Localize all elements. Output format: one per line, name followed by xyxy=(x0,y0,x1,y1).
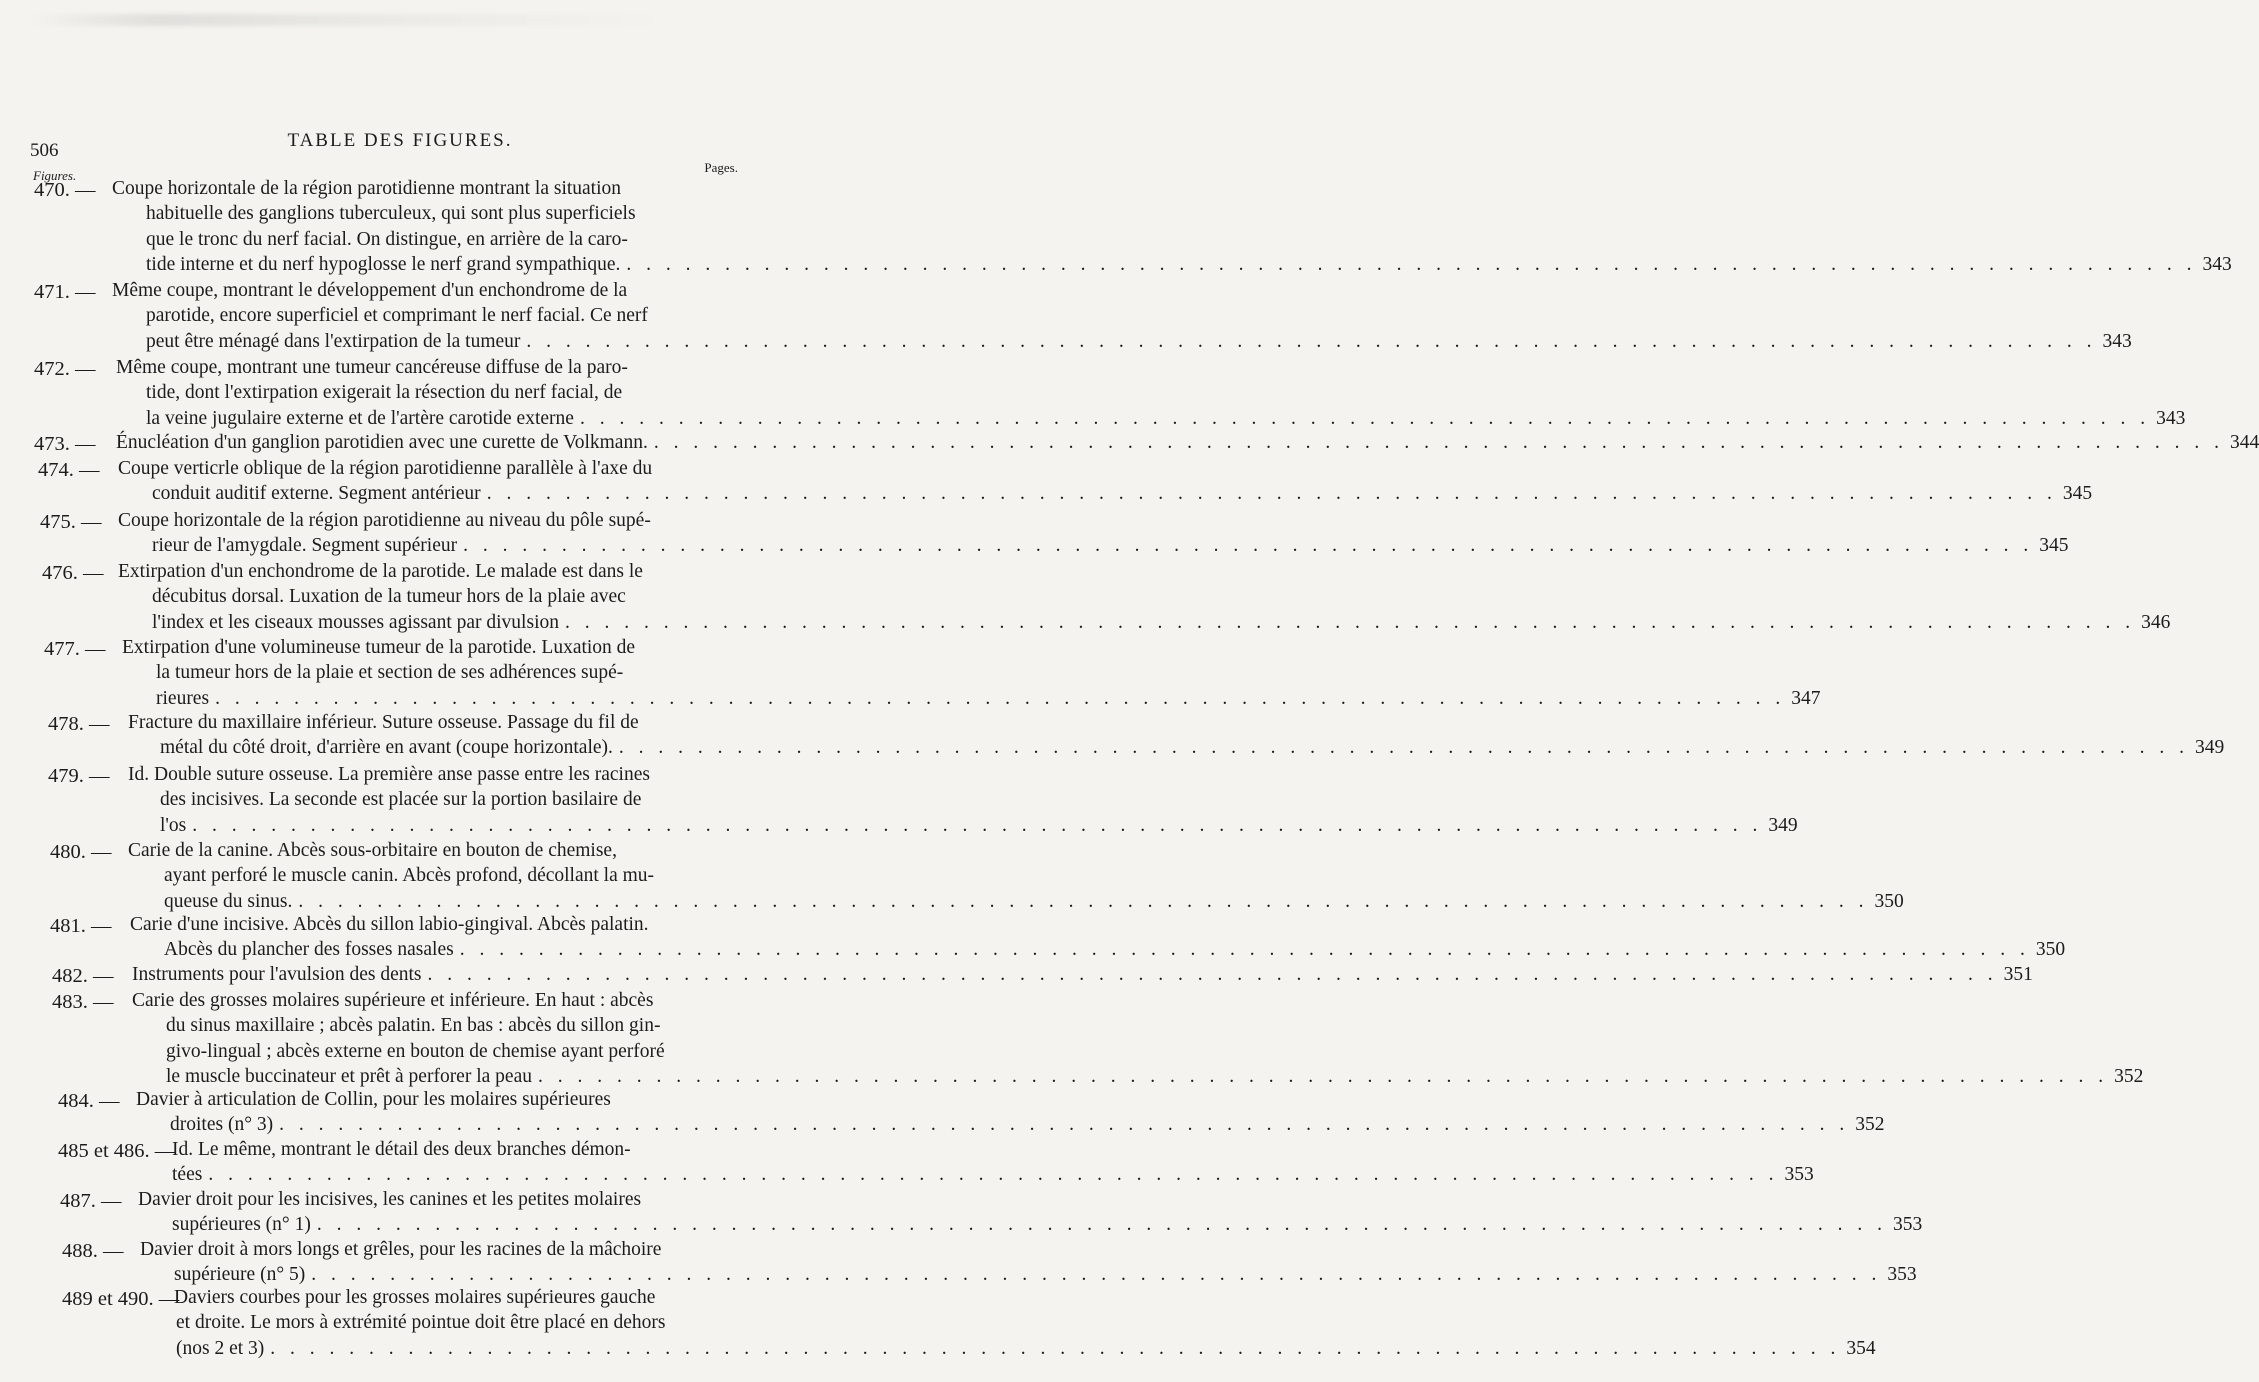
page-reference: 344 xyxy=(2229,432,2259,453)
dot-leader: . . . . . . . . . . . . . . . . . . . . . . . . . . . . . . . . . . . . . . . . . . . . . . . . . . . . . . . . . . . . . . . . . . . . . . . . . . . . . . . . xyxy=(565,611,2136,633)
entry-line xyxy=(118,508,742,534)
entry-text: Extirpation d'une volumineuse tumeur de la parotide. Luxation de xyxy=(122,637,636,658)
figure-number: 473. — xyxy=(34,433,96,455)
column-heading-figures: Figures. xyxy=(33,168,77,183)
entry-line xyxy=(128,762,742,788)
page-title: TABLE DES FIGURES. xyxy=(287,130,513,151)
entry-text: Carie de la canine. Abcès sous-orbitaire en bouton de chemise, xyxy=(128,840,617,861)
entry-line xyxy=(156,686,1821,712)
entry-text: que le tronc du nerf facial. On distingue, en arrière de la caro- xyxy=(146,228,628,250)
entry-line xyxy=(164,863,742,889)
entry-text: métal du côté droit, d'arrière en avant (coupe horizontale). xyxy=(160,737,613,759)
entry-line xyxy=(156,660,742,686)
dot-leader: . . . . . . . . . . . . . . . . . . . . . . . . . . . . . . . . . . . . . . . . . . . . . . . . . . . . . . . . . . . . . . . . . . . . . . . . . . . . . . . . xyxy=(279,1114,1850,1136)
figure-number: 484. — xyxy=(58,1090,120,1112)
page-reference: 343 xyxy=(2156,407,2186,429)
entry-text: rieures xyxy=(156,687,210,709)
entry-text: Carie d'une incisive. Abcès du sillon labio-gingival. Abcès palatin. xyxy=(130,914,649,935)
entry-line xyxy=(146,252,2232,278)
entry-line xyxy=(116,355,742,381)
figure-number: 487. — xyxy=(60,1190,122,1212)
dot-leader: . . . . . . . . . . . . . . . . . . . . . . . . . . . . . . . . . . . . . . . . . . . . . . . . . . . . . . . . . . . . . . . . . . . . . . . . . . . . . . . . xyxy=(618,737,2190,759)
entry-line xyxy=(146,201,742,227)
entry-text: Coupe horizontale de la région parotidienne montrant la situation xyxy=(112,178,622,199)
entry-text: Id. Double suture osseuse. La première anse passe entre les racines xyxy=(128,764,650,785)
page-reference: 349 xyxy=(1768,814,1798,836)
page-reference: 353 xyxy=(1892,1214,1923,1236)
entry-text: décubitus dorsal. Luxation de la tumeur hors de la plaie avec xyxy=(152,586,626,608)
entry-line xyxy=(164,937,2066,963)
figure-number: 472. — xyxy=(34,358,96,380)
entry-text: Davier droit à mors longs et grêles, pour les racines de la mâchoire xyxy=(140,1239,662,1260)
figure-number: 482. — xyxy=(52,965,114,987)
entry-line xyxy=(152,584,742,610)
entry-text: le muscle buccinateur et prêt à perforer la peau xyxy=(166,1066,532,1088)
entry-text: supérieure (n° 5) xyxy=(174,1264,306,1286)
entry-line xyxy=(152,533,2069,559)
figure-number: 481. — xyxy=(50,915,112,937)
page-reference: 350 xyxy=(2035,939,2066,961)
entry-text: Carie des grosses molaires supérieure et inférieure. En haut : abcès xyxy=(132,990,654,1011)
dot-leader: . . . . . . . . . . . . . . . . . . . . . . . . . . . . . . . . . . . . . . . . . . . . . . . . . . . . . . . . . . . . . . . . . . . . . . . . . . . . . . . . xyxy=(208,1164,1779,1186)
entry-line xyxy=(128,838,742,864)
entry-line xyxy=(132,962,2033,988)
figure-number: 477. — xyxy=(44,638,106,660)
entry-line xyxy=(136,1087,742,1113)
entry-text: la veine jugulaire externe et de l'artère carotide externe xyxy=(146,407,574,429)
figure-number: 471. — xyxy=(34,281,96,303)
entry-text: queuse du sinus. xyxy=(164,890,293,912)
figure-number: 475. — xyxy=(40,511,102,533)
entry-text: (nos 2 et 3) xyxy=(176,1337,265,1359)
entry-text: conduit auditif externe. Segment antérieur xyxy=(152,483,481,505)
dot-leader: . . . . . . . . . . . . . . . . . . . . . . . . . . . . . . . . . . . . . . . . . . . . . . . . . . . . . . . . . . . . . . . . . . . . . . . . . . . . . . . . xyxy=(653,432,2224,453)
dot-leader: . . . . . . . . . . . . . . . . . . . . . . . . . . . . . . . . . . . . . . . . . . . . . . . . . . . . . . . . . . . . . . . . . . . . . . . . . . . . . . . . xyxy=(270,1337,1841,1359)
entry-line xyxy=(164,889,1904,915)
page-reference: 354 xyxy=(1846,1337,1876,1359)
entry-text: parotide, encore superficiel et comprimant le nerf facial. Ce nerf xyxy=(146,305,648,327)
figure-number: 476. — xyxy=(42,562,104,584)
dot-leader: . . . . . . . . . . . . . . . . . . . . . . . . . . . . . . . . . . . . . . . . . . . . . . . . . . . . . . . . . . . . . . . . . . . . . . . . . . . . . . . . xyxy=(215,687,1786,709)
entry-line xyxy=(112,278,742,304)
figure-number: 483. — xyxy=(52,991,114,1013)
entry-text: Instruments pour l'avulsion des dents xyxy=(132,964,422,985)
dot-leader: . . . . . . . . . . . . . . . . . . . . . . . . . . . . . . . . . . . . . . . . . . . . . . . . . . . . . . . . . . . . . . . . . . . . . . . . . . . . . . . . xyxy=(537,1066,2109,1088)
entry-line xyxy=(122,635,742,661)
entry-line xyxy=(172,1162,1814,1188)
page-number: 506 xyxy=(30,140,59,161)
dot-leader: . . . . . . . . . . . . . . . . . . . . . . . . . . . . . . . . . . . . . . . . . . . . . . . . . . . . . . . . . . . . . . . . . . . . . . . . . . . . . . . . xyxy=(459,939,2030,961)
page-reference: 343 xyxy=(2202,254,2232,276)
entry-text: des incisives. La seconde est placée sur la portion basilaire de xyxy=(160,789,642,811)
dot-leader: . . . . . . . . . . . . . . . . . . . . . . . . . . . . . . . . . . . . . . . . . . . . . . . . . . . . . . . . . . . . . . . . . . . . . . . . . . . . . . . . xyxy=(463,535,2034,557)
entry-text: supérieures (n° 1) xyxy=(172,1214,311,1236)
dot-leader: . . . . . . . . . . . . . . . . . . . . . . . . . . . . . . . . . . . . . . . . . . . . . . . . . . . . . . . . . . . . . . . . . . . . . . . . . . . . . . . . xyxy=(316,1214,1887,1236)
entry-text: Même coupe, montrant le développement d'un enchondrome de la xyxy=(112,280,628,301)
entry-line xyxy=(160,735,2225,761)
entry-text: et droite. Le mors à extrémité pointue doit être placé en dehors xyxy=(176,1312,666,1334)
entry-text: rieur de l'amygdale. Segment supérieur xyxy=(152,535,458,557)
entry-line xyxy=(118,456,742,482)
page-reference: 352 xyxy=(1855,1114,1885,1136)
entry-line xyxy=(176,1336,1876,1362)
page-reference: 353 xyxy=(1784,1164,1814,1186)
entry-text: tide interne et du nerf hypoglosse le nerf grand sympathique. xyxy=(146,254,621,276)
entry-line xyxy=(146,380,742,406)
entry-text: Coupe horizontale de la région parotidienne au niveau du pôle supé- xyxy=(118,510,651,531)
column-heading-pages: Pages. xyxy=(704,160,738,175)
entry-line xyxy=(146,406,2186,432)
entry-text: givo-lingual ; abcès externe en bouton de chemise ayant perforé xyxy=(166,1040,665,1062)
entry-line xyxy=(160,787,742,813)
figure-number: 479. — xyxy=(48,765,110,787)
entry-line xyxy=(160,813,1798,839)
page-reference: 352 xyxy=(2114,1066,2144,1088)
entry-line xyxy=(112,176,742,202)
figure-number: 474. — xyxy=(38,459,100,481)
entry-line xyxy=(118,559,742,585)
entry-line xyxy=(146,303,742,329)
dot-leader: . . . . . . . . . . . . . . . . . . . . . . . . . . . . . . . . . . . . . . . . . . . . . . . . . . . . . . . . . . . . . . . . . . . . . . . . . . . . . . . . xyxy=(579,407,2151,429)
entry-text: Id. Le même, montrant le détail des deux branches démon- xyxy=(172,1139,631,1160)
entry-line xyxy=(140,1237,742,1263)
entry-text: droites (n° 3) xyxy=(170,1114,274,1136)
dot-leader: . . . . . . . . . . . . . . . . . . . . . . . . . . . . . . . . . . . . . . . . . . . . . . . . . . . . . . . . . . . . . . . . . . . . . . . . . . . . . . . . xyxy=(526,330,2097,352)
page-reference: 351 xyxy=(2003,964,2033,985)
entry-text: la tumeur hors de la plaie et section de ses adhérences supé- xyxy=(156,662,624,684)
entry-text: Fracture du maxillaire inférieur. Suture osseuse. Passage du fil de xyxy=(128,712,639,733)
dot-leader: . . . . . . . . . . . . . . . . . . . . . . . . . . . . . . . . . . . . . . . . . . . . . . . . . . . . . . . . . . . . . . . . . . . . . . . . . . . . . . . . xyxy=(311,1264,1882,1286)
page-reference: 345 xyxy=(2062,483,2093,505)
entry-text: Même coupe, montrant une tumeur cancéreuse diffuse de la paro- xyxy=(116,357,628,378)
entry-text: tées xyxy=(172,1164,203,1186)
entry-line xyxy=(116,430,2259,456)
dot-leader: . . . . . . . . . . . . . . . . . . . . . . . . . . . . . . . . . . . . . . . . . . . . . . . . . . . . . . . . . . . . . . . . . . . . . . . . . . . . . . . . xyxy=(486,483,2057,505)
entry-line xyxy=(130,912,742,938)
dot-leader: . . . . . . . . . . . . . . . . . . . . . . . . . . . . . . . . . . . . . . . . . . . . . . . . . . . . . . . . . . . . . . . . . . . . . . . . . . . . . . . . xyxy=(192,814,1763,836)
figure-number: 480. — xyxy=(50,841,112,863)
figure-number: 489 et 490. — xyxy=(62,1288,180,1310)
entry-text: Davier à articulation de Collin, pour les molaires supérieures xyxy=(136,1089,611,1110)
dot-leader: . . . . . . . . . . . . . . . . . . . . . . . . . . . . . . . . . . . . . . . . . . . . . . . . . . . . . . . . . . . . . . . . . . . . . . . . . . . . . . . . xyxy=(626,254,2197,276)
dot-leader: . . . . . . . . . . . . . . . . . . . . . . . . . . . . . . . . . . . . . . . . . . . . . . . . . . . . . . . . . . . . . . . . . . . . . . . . . . . . . . . . xyxy=(298,890,1869,912)
entry-text: tide, dont l'extirpation exigerait la résection du nerf facial, de xyxy=(146,382,623,404)
entry-line xyxy=(138,1187,742,1213)
entry-text: Davier droit pour les incisives, les canines et les petites molaires xyxy=(138,1189,642,1210)
entry-text: Extirpation d'un enchondrome de la parotide. Le malade est dans le xyxy=(118,561,643,582)
page-reference: 349 xyxy=(2195,737,2225,759)
entry-text: peut être ménagé dans l'extirpation de la tumeur xyxy=(146,330,521,352)
page-reference: 353 xyxy=(1887,1264,1917,1286)
entry-text: l'index et les ciseaux mousses agissant par divulsion xyxy=(152,611,559,633)
entry-text: Énucléation d'un ganglion parotidien avec une curette de Volkmann. xyxy=(116,432,648,453)
figure-number: 470. — xyxy=(34,179,96,201)
entry-line xyxy=(172,1137,742,1163)
entry-text: du sinus maxillaire ; abcès palatin. En bas : abcès du sillon gin- xyxy=(166,1015,661,1037)
page-reference: 343 xyxy=(2102,330,2132,352)
entry-text: ayant perforé le muscle canin. Abcès profond, décollant la mu- xyxy=(164,865,655,887)
scan-smudge xyxy=(30,14,670,26)
dot-leader: . . . . . . . . . . . . . . . . . . . . . . . . . . . . . . . . . . . . . . . . . . . . . . . . . . . . . . . . . . . . . . . . . . . . . . . . . . . . . . . . xyxy=(427,964,1998,985)
entry-line xyxy=(152,610,2171,636)
entry-text: l'os xyxy=(160,814,187,836)
entry-line xyxy=(146,227,742,253)
page-reference: 345 xyxy=(2039,535,2069,557)
entry-line xyxy=(166,1013,742,1039)
page-reference: 346 xyxy=(2141,611,2171,633)
entry-text: Daviers courbes pour les grosses molaires supérieures gauche xyxy=(174,1287,656,1308)
entry-text: habituelle des ganglions tuberculeux, qui sont plus superficiels xyxy=(146,203,636,225)
entry-text: Abcès du plancher des fosses nasales xyxy=(164,939,454,961)
page-reference: 350 xyxy=(1874,890,1904,912)
figure-number: 478. — xyxy=(48,713,110,735)
entry-line xyxy=(146,329,2132,355)
entry-line xyxy=(170,1112,1885,1138)
entry-line xyxy=(166,1039,742,1065)
entry-line xyxy=(132,988,742,1014)
entry-line xyxy=(176,1310,742,1336)
entry-line xyxy=(174,1285,742,1311)
entry-text: Coupe verticrle oblique de la région parotidienne parallèle à l'axe du xyxy=(118,458,653,479)
entry-line xyxy=(152,481,2093,507)
figure-number: 485 et 486. — xyxy=(58,1140,176,1162)
entry-line xyxy=(128,710,742,736)
entry-line xyxy=(172,1212,1923,1238)
page-reference: 347 xyxy=(1791,687,1821,709)
figure-number: 488. — xyxy=(62,1240,124,1262)
